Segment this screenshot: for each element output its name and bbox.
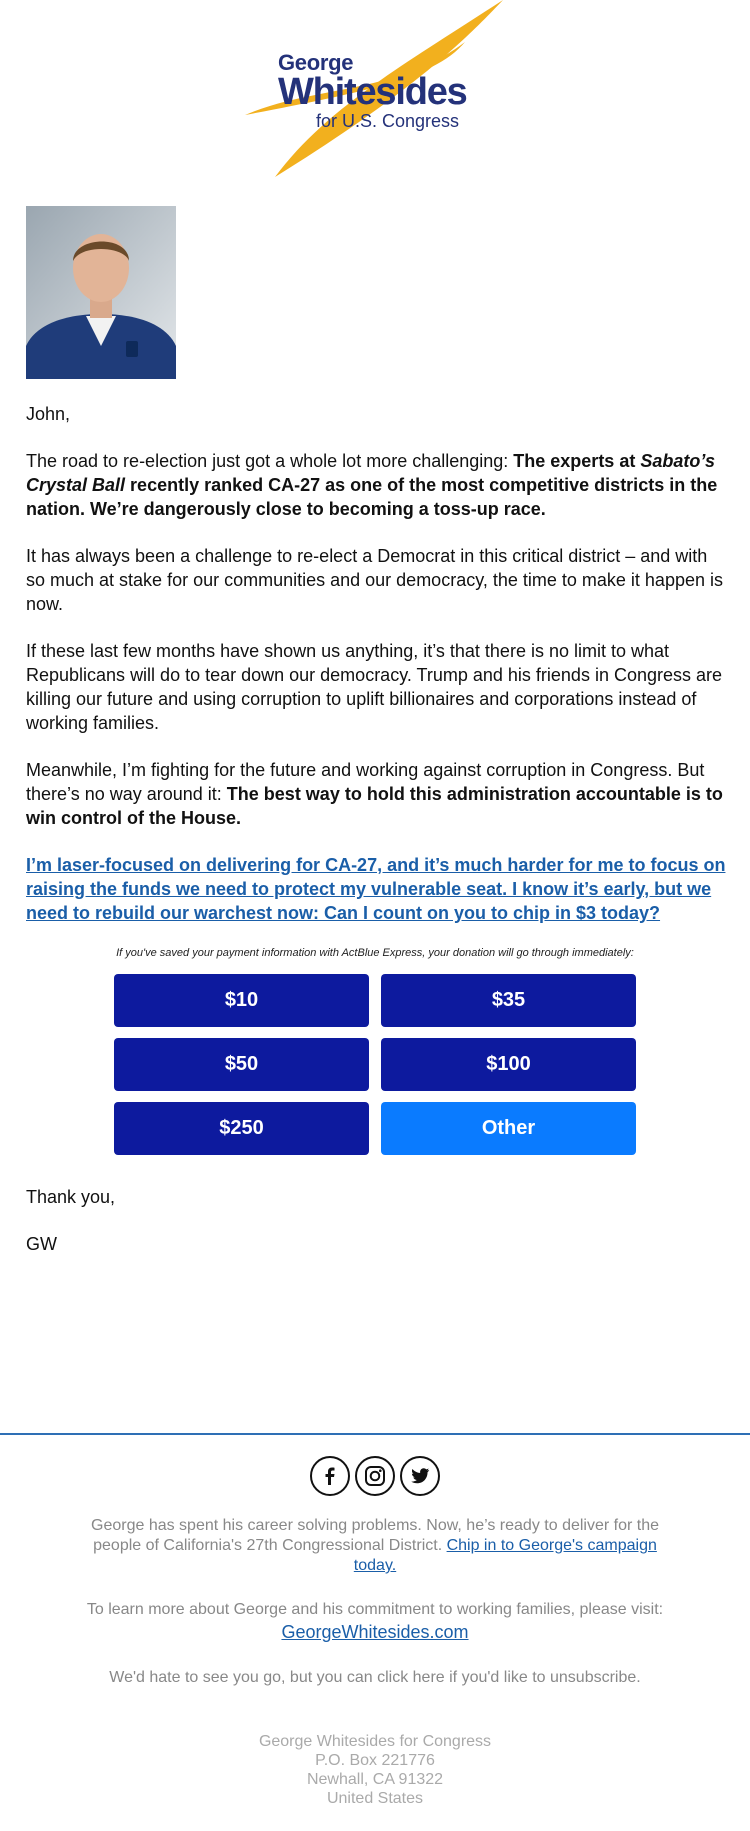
p4-plain: Meanwhile, I’m fighting for the future and working against corruption in Congress. But there’s no way around it: xyxy=(26,760,705,804)
p4-bold: The best way to hold this administration accountable is to win control of the House. xyxy=(26,784,723,828)
footer-divider xyxy=(0,1433,750,1435)
donate-50-button[interactable]: $50 xyxy=(114,1038,369,1091)
mailing-address xyxy=(0,1732,750,1808)
p1-crystal-ball: Sabato’s Crystal Ball xyxy=(26,451,716,495)
p1-bold-a: The experts at xyxy=(513,451,641,471)
address-line-box: P.O. Box 221776 xyxy=(315,1752,435,1769)
instagram-icon[interactable] xyxy=(355,1456,395,1496)
logo-first-name: George xyxy=(278,50,354,75)
donation-buttons xyxy=(114,974,636,1155)
logo-wordmark xyxy=(278,52,467,130)
social-links xyxy=(310,1456,440,1496)
cta-chip-in-link[interactable]: I’m laser-focused on delivering for CA-27, and it’s much harder for me to focus on raising the funds we need to protect my vulnerable seat. I know it’s early, but we need to rebuild our warchest now: Can I count on you to chip in $3 today? xyxy=(26,855,726,923)
paragraph-toss-up xyxy=(26,449,726,521)
logo-last-name: Whitesides xyxy=(278,71,467,113)
donate-other-button[interactable]: Other xyxy=(381,1102,636,1155)
twitter-icon[interactable] xyxy=(400,1456,440,1496)
footer-learn-text: To learn more about George and his commitment to working families, please visit: xyxy=(86,1601,664,1618)
footer-chip-in-link[interactable]: Chip in to George's campaign today. xyxy=(353,1537,657,1574)
address-line-org: George Whitesides for Congress xyxy=(258,1733,492,1750)
donate-10-button[interactable]: $10 xyxy=(114,974,369,1027)
footer-about-text: George has spent his career solving problems. Now, he’s ready to deliver for the people of California's 27th Congressional District. xyxy=(91,1517,659,1554)
salutation: John, xyxy=(26,404,71,424)
donate-35-button[interactable]: $35 xyxy=(381,974,636,1027)
footer-about xyxy=(80,1516,670,1576)
paragraph-cta xyxy=(26,853,726,925)
paragraph-meanwhile xyxy=(26,758,726,830)
actblue-express-note: If you've saved your payment information with ActBlue Express, your donation will go through immediately: xyxy=(116,947,634,959)
paragraph-republicans: If these last few months have shown us anything, it’s that there is no limit to what Republicans will do to tear down our democracy. Trump and his friends in Congress are killing our future and using corruption to uplift billionaires and corporations instead of working families. xyxy=(26,641,723,733)
donate-100-button[interactable]: $100 xyxy=(381,1038,636,1091)
footer-website-link[interactable]: GeorgeWhitesides.com xyxy=(281,1622,469,1642)
signoff xyxy=(26,1185,115,1279)
candidate-photo xyxy=(26,206,176,379)
campaign-logo[interactable] xyxy=(245,0,505,180)
address-line-country: United States xyxy=(326,1790,424,1807)
donate-250-button[interactable]: $250 xyxy=(114,1102,369,1155)
signature-initials: GW xyxy=(26,1234,57,1254)
thank-you-text: Thank you, xyxy=(26,1187,116,1207)
email-body xyxy=(26,402,726,948)
p1-bold-b: recently ranked CA-27 as one of the most competitive districts in the nation. We’re dangerously close to becoming a toss-up race. xyxy=(26,475,718,519)
footer-learn-more xyxy=(80,1600,670,1642)
paragraph-challenge: It has always been a challenge to re-elect a Democrat in this critical district – and with so much at stake for our communities and our democracy, the time to make it happen is now. xyxy=(26,546,723,614)
footer-unsubscribe[interactable]: We'd hate to see you go, but you can click here if you'd like to unsubscribe. xyxy=(109,1669,641,1686)
address-line-city: Newhall, CA 91322 xyxy=(306,1771,444,1788)
facebook-icon[interactable] xyxy=(310,1456,350,1496)
p1-intro: The road to re-election just got a whole lot more challenging: xyxy=(26,451,514,471)
logo-subtitle: for U.S. Congress xyxy=(316,111,460,131)
